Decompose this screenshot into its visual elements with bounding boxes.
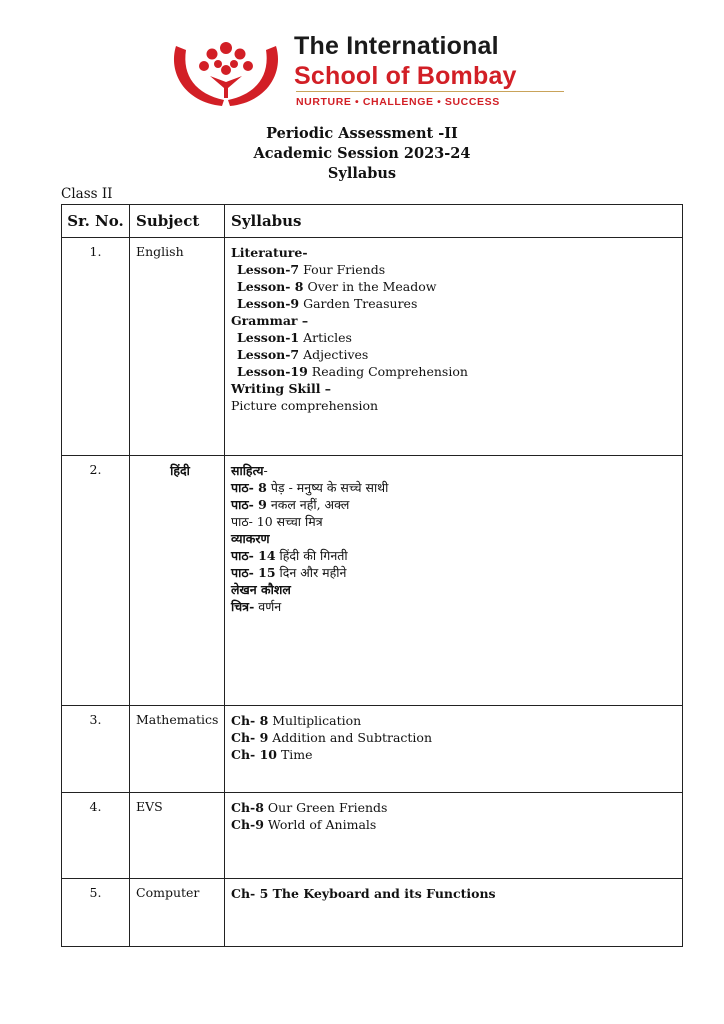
syllabus-line-label: Ch- 5 The Keyboard and its Functions — [231, 886, 496, 901]
syllabus-line-label: लेखन कौशल — [231, 582, 291, 597]
syllabus-line-text: पेड़ - मनुष्य के सच्चे साथी — [266, 480, 389, 495]
heading-session: Academic Session 2023-24 — [253, 145, 471, 162]
syllabus-line-label: व्याकरण — [231, 531, 270, 546]
heading-assessment: Periodic Assessment -II — [266, 125, 458, 142]
syllabus-table — [61, 204, 683, 947]
syllabus-line-label: Ch- 9 — [231, 730, 269, 745]
header-syllabus: Syllabus — [225, 205, 683, 238]
syllabus-line-text: Four Friends — [299, 262, 386, 277]
syllabus-line-label: साहित्य — [231, 463, 264, 478]
syllabus-line-label: पाठ- 14 — [231, 548, 276, 563]
syllabus-line-text: Garden Treasures — [299, 296, 418, 311]
syllabus-line — [231, 329, 678, 346]
row-subject: Computer — [130, 879, 225, 947]
row-sr-no: 3. — [62, 706, 130, 793]
syllabus-line-label: पाठ- 8 — [231, 480, 267, 495]
syllabus-line-label: Ch-8 — [231, 800, 264, 815]
row-syllabus — [225, 238, 683, 456]
row-syllabus — [225, 706, 683, 793]
syllabus-line-label: Ch- 8 — [231, 713, 269, 728]
syllabus-line — [231, 278, 678, 295]
syllabus-line — [231, 547, 678, 564]
table-row — [62, 793, 683, 879]
syllabus-line-label: Writing Skill – — [231, 381, 332, 396]
syllabus-line-text: वर्णन — [254, 599, 282, 614]
syllabus-line — [231, 261, 678, 278]
logo-divider — [296, 91, 564, 92]
syllabus-line-text: Addition and Subtraction — [268, 730, 432, 745]
syllabus-line — [231, 513, 678, 530]
syllabus-line — [231, 312, 678, 329]
header-sr-no: Sr. No. — [62, 205, 130, 238]
syllabus-line-text: - — [263, 463, 268, 478]
table-header-row — [62, 205, 683, 238]
syllabus-line — [231, 496, 678, 513]
syllabus-line-text: World of Animals — [263, 817, 377, 832]
syllabus-line — [231, 244, 678, 261]
syllabus-line-label: Lesson-9 — [237, 296, 300, 311]
syllabus-line-text: पाठ- 10 सच्चा मित्र — [231, 514, 323, 529]
syllabus-line-text: Our Green Friends — [263, 800, 388, 815]
syllabus-line-label: Lesson-1 — [237, 330, 300, 345]
row-sr-no: 1. — [62, 238, 130, 456]
row-syllabus — [225, 456, 683, 706]
syllabus-line-label: पाठ- 9 — [231, 497, 267, 512]
syllabus-line — [231, 885, 678, 902]
syllabus-line-label: Grammar – — [231, 313, 309, 328]
syllabus-line — [231, 746, 678, 763]
syllabus-line-text: Over in the Meadow — [303, 279, 437, 294]
row-subject: EVS — [130, 793, 225, 879]
syllabus-line-label: चित्र- — [231, 599, 255, 614]
class-label: Class II — [61, 186, 113, 202]
row-syllabus — [225, 879, 683, 947]
syllabus-line — [231, 799, 678, 816]
row-subject: हिंदी — [130, 456, 225, 706]
syllabus-line — [231, 380, 678, 397]
syllabus-line — [231, 581, 678, 598]
syllabus-line-label: Lesson-19 — [237, 364, 308, 379]
syllabus-line — [231, 295, 678, 312]
syllabus-line-label: Lesson-7 — [237, 262, 300, 277]
syllabus-line-text: Time — [276, 747, 313, 762]
row-sr-no: 5. — [62, 879, 130, 947]
row-subject: Mathematics — [130, 706, 225, 793]
syllabus-line — [231, 729, 678, 746]
row-sr-no: 2. — [62, 456, 130, 706]
syllabus-line-label: Literature- — [231, 245, 308, 260]
syllabus-line-text: Picture comprehension — [231, 398, 379, 413]
syllabus-line — [231, 598, 678, 615]
school-emblem-icon — [166, 32, 286, 112]
row-syllabus — [225, 793, 683, 879]
school-name-line1: The International — [294, 32, 499, 60]
syllabus-line — [231, 462, 678, 479]
syllabus-line — [231, 816, 678, 833]
syllabus-line — [231, 479, 678, 496]
syllabus-line-text: Reading Comprehension — [307, 364, 468, 379]
table-row — [62, 238, 683, 456]
syllabus-line-label: Lesson- 8 — [237, 279, 304, 294]
table-row — [62, 879, 683, 947]
syllabus-line — [231, 363, 678, 380]
syllabus-line-label: Lesson-7 — [237, 347, 300, 362]
school-name-line2: School of Bombay — [294, 62, 517, 90]
syllabus-line-label: Ch-9 — [231, 817, 264, 832]
syllabus-line — [231, 564, 678, 581]
school-logo — [166, 32, 566, 112]
header-subject: Subject — [130, 205, 225, 238]
table-row — [62, 456, 683, 706]
table-row — [62, 706, 683, 793]
row-subject: English — [130, 238, 225, 456]
syllabus-line-label: पाठ- 15 — [231, 565, 276, 580]
syllabus-line-text: नकल नहीं, अक्ल — [266, 497, 350, 512]
syllabus-line-text: Adjectives — [299, 347, 369, 362]
heading-syllabus: Syllabus — [327, 165, 397, 182]
document-heading — [0, 124, 724, 184]
syllabus-line-text: Articles — [299, 330, 352, 345]
syllabus-line-text: दिन और महीने — [275, 565, 347, 580]
syllabus-line-label: Ch- 10 — [231, 747, 277, 762]
syllabus-line-text: हिंदी की गिनती — [275, 548, 348, 563]
row-sr-no: 4. — [62, 793, 130, 879]
school-tagline: NURTURE • CHALLENGE • SUCCESS — [296, 96, 500, 108]
syllabus-line — [231, 712, 678, 729]
syllabus-line — [231, 530, 678, 547]
syllabus-line — [231, 346, 678, 363]
syllabus-line — [231, 397, 678, 414]
syllabus-line-text: Multiplication — [268, 713, 362, 728]
